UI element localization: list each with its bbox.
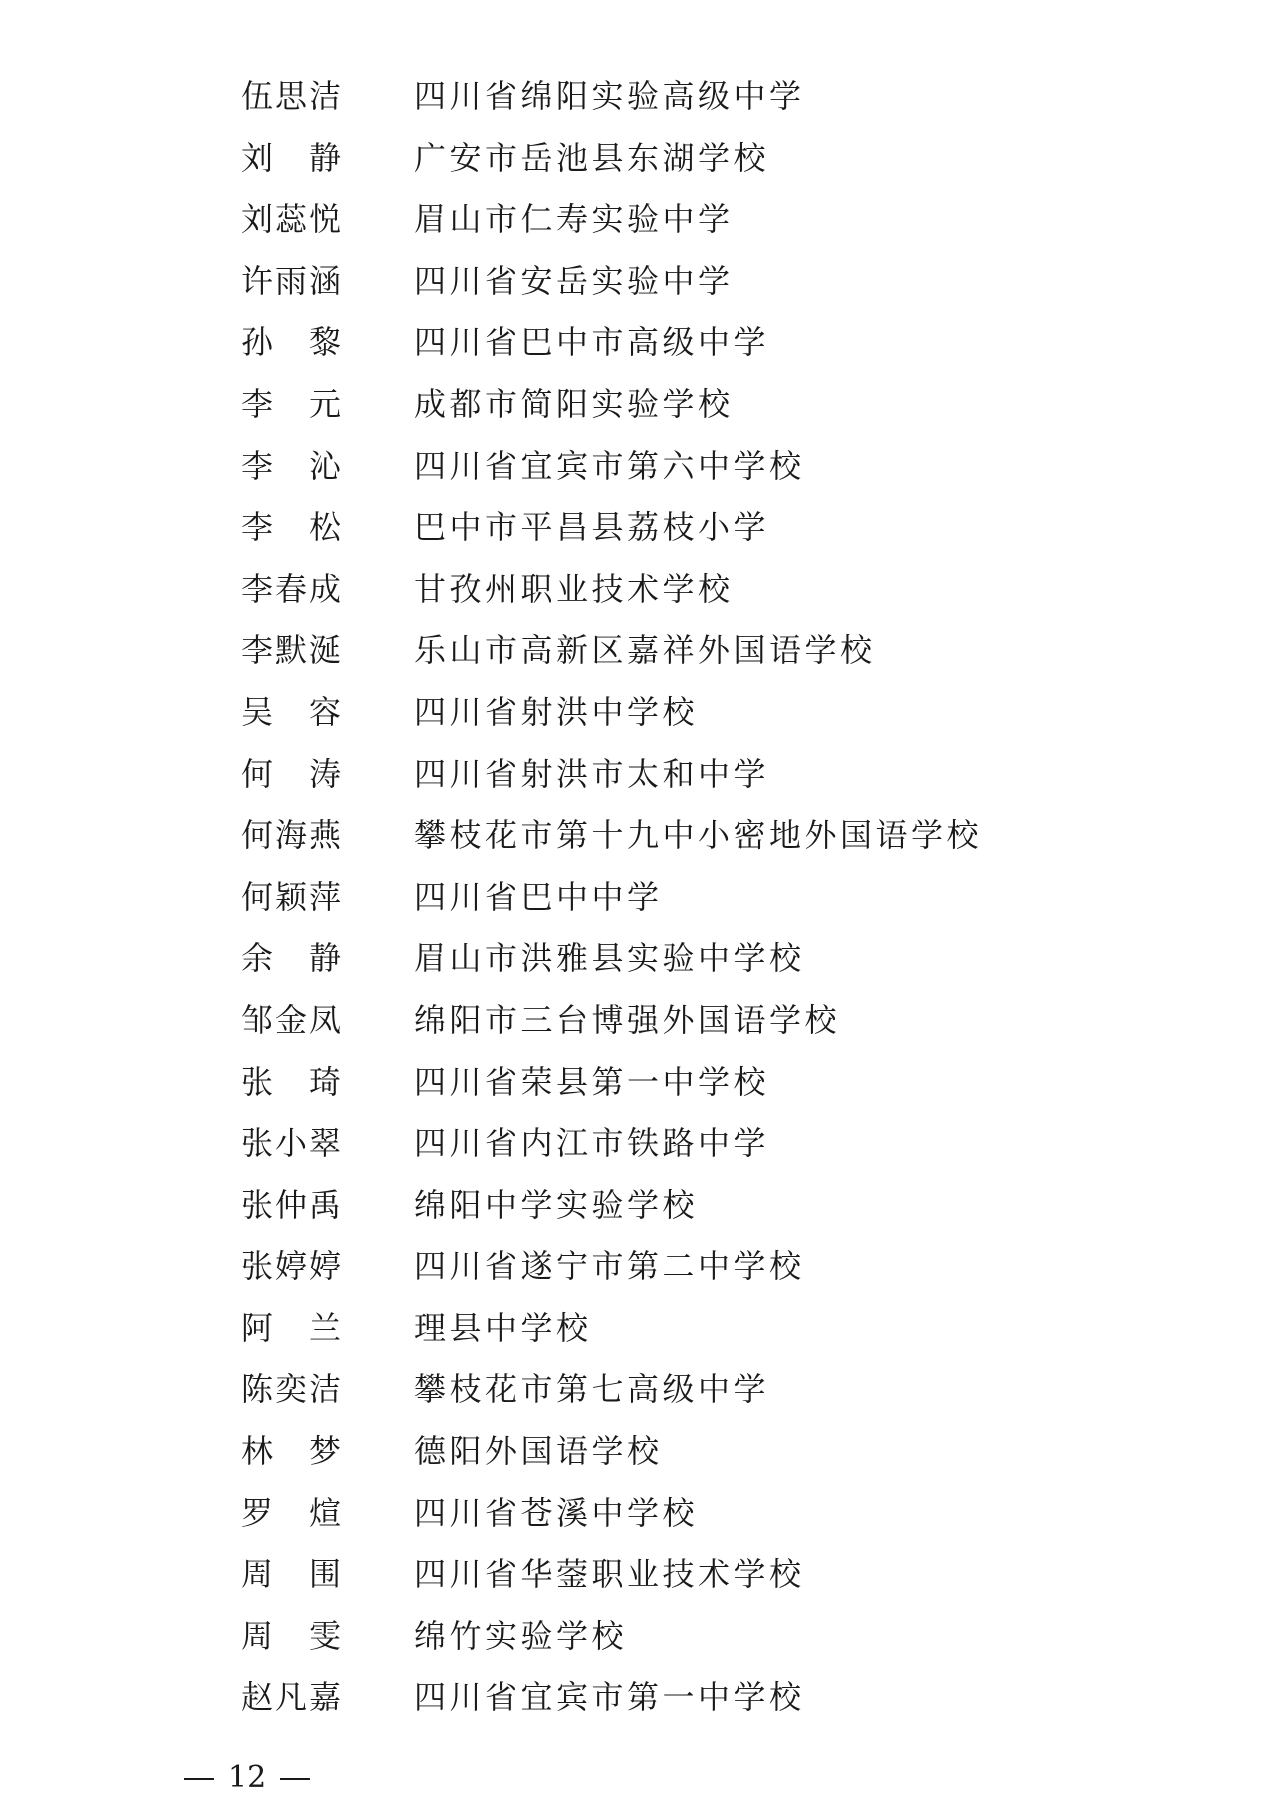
roster-row bbox=[0, 312, 1280, 374]
school-name: 德阳外国语学校 bbox=[414, 1432, 663, 1471]
roster-row bbox=[0, 744, 1280, 806]
person-name: 许 雨 涵 bbox=[240, 261, 341, 300]
school-name: 甘孜州职业技术学校 bbox=[414, 569, 734, 608]
school-name: 绵阳市三台博强外国语学校 bbox=[414, 1000, 841, 1039]
person-name: 周 围 bbox=[240, 1555, 341, 1594]
school-name: 四川省遂宁市第二中学校 bbox=[414, 1247, 805, 1286]
roster-row bbox=[0, 1113, 1280, 1175]
page-number: 12 bbox=[228, 1760, 267, 1795]
roster-row bbox=[0, 374, 1280, 436]
roster-row bbox=[0, 1052, 1280, 1114]
roster-row bbox=[0, 189, 1280, 251]
roster-row bbox=[0, 128, 1280, 190]
school-name: 四川省巴中中学 bbox=[414, 877, 663, 916]
school-name: 理县中学校 bbox=[414, 1308, 592, 1347]
person-name: 孙 黎 bbox=[240, 323, 341, 362]
school-name: 攀枝花市第七高级中学 bbox=[414, 1370, 770, 1409]
school-name: 四川省内江市铁路中学 bbox=[414, 1124, 770, 1163]
footer-dash-right bbox=[280, 1778, 310, 1780]
person-name: 李 元 bbox=[240, 384, 341, 423]
person-name: 陈 奕 洁 bbox=[240, 1370, 341, 1409]
person-name: 余 静 bbox=[240, 939, 341, 978]
school-name: 成都市简阳实验学校 bbox=[414, 384, 734, 423]
roster-row bbox=[0, 1298, 1280, 1360]
roster-row bbox=[0, 66, 1280, 128]
person-name: 刘 蕊 悦 bbox=[240, 200, 341, 239]
roster-row bbox=[0, 1606, 1280, 1668]
roster-row bbox=[0, 620, 1280, 682]
footer-dash-left bbox=[184, 1778, 214, 1780]
roster-row bbox=[0, 436, 1280, 498]
roster-row bbox=[0, 497, 1280, 559]
person-name: 李 春 成 bbox=[240, 569, 341, 608]
school-name: 四川省宜宾市第六中学校 bbox=[414, 446, 805, 485]
roster-row bbox=[0, 1667, 1280, 1729]
person-name: 吴 容 bbox=[240, 692, 341, 731]
school-name: 四川省华蓥职业技术学校 bbox=[414, 1555, 805, 1594]
roster-row bbox=[0, 251, 1280, 313]
school-name: 四川省射洪中学校 bbox=[414, 692, 699, 731]
roster-row bbox=[0, 805, 1280, 867]
roster-row bbox=[0, 928, 1280, 990]
school-name: 四川省绵阳实验高级中学 bbox=[414, 77, 805, 115]
roster-row bbox=[0, 1421, 1280, 1483]
roster-row bbox=[0, 990, 1280, 1052]
page-footer bbox=[170, 1760, 324, 1796]
person-name: 何 颖 萍 bbox=[240, 877, 341, 916]
person-name: 伍 思 洁 bbox=[240, 77, 341, 115]
school-name: 四川省巴中市高级中学 bbox=[414, 323, 770, 362]
person-name: 阿 兰 bbox=[240, 1308, 341, 1347]
school-name: 乐山市高新区嘉祥外国语学校 bbox=[414, 631, 876, 670]
roster-row bbox=[0, 1359, 1280, 1421]
school-name: 眉山市洪雅县实验中学校 bbox=[414, 939, 805, 978]
person-name: 刘 静 bbox=[240, 138, 341, 177]
person-name: 周 雯 bbox=[240, 1616, 341, 1655]
roster-row bbox=[0, 1175, 1280, 1237]
school-name: 广安市岳池县东湖学校 bbox=[414, 138, 770, 177]
person-name: 张 小 翠 bbox=[240, 1124, 341, 1163]
roster-list bbox=[0, 66, 1280, 1729]
school-name: 绵阳中学实验学校 bbox=[414, 1185, 699, 1224]
person-name: 李 松 bbox=[240, 508, 341, 547]
person-name: 林 梦 bbox=[240, 1432, 341, 1471]
roster-row bbox=[0, 1483, 1280, 1545]
person-name: 赵 凡 嘉 bbox=[240, 1678, 341, 1717]
person-name: 邹 金 凤 bbox=[240, 1000, 341, 1039]
roster-row bbox=[0, 682, 1280, 744]
person-name: 李 默 涎 bbox=[240, 631, 341, 670]
school-name: 四川省射洪市太和中学 bbox=[414, 754, 770, 793]
school-name: 攀枝花市第十九中小密地外国语学校 bbox=[414, 816, 983, 855]
school-name: 四川省荣县第一中学校 bbox=[414, 1062, 770, 1101]
school-name: 巴中市平昌县荔枝小学 bbox=[414, 508, 770, 547]
roster-row bbox=[0, 867, 1280, 929]
school-name: 绵竹实验学校 bbox=[414, 1616, 628, 1655]
school-name: 四川省苍溪中学校 bbox=[414, 1493, 699, 1532]
person-name: 李 沁 bbox=[240, 446, 341, 485]
roster-row bbox=[0, 559, 1280, 621]
school-name: 眉山市仁寿实验中学 bbox=[414, 200, 734, 239]
school-name: 四川省安岳实验中学 bbox=[414, 261, 734, 300]
person-name: 罗 煊 bbox=[240, 1493, 341, 1532]
roster-row bbox=[0, 1236, 1280, 1298]
roster-row bbox=[0, 1544, 1280, 1606]
person-name: 张 琦 bbox=[240, 1062, 341, 1101]
school-name: 四川省宜宾市第一中学校 bbox=[414, 1678, 805, 1717]
person-name: 张 婷 婷 bbox=[240, 1247, 341, 1286]
person-name: 何 涛 bbox=[240, 754, 341, 793]
person-name: 张 仲 禹 bbox=[240, 1185, 341, 1224]
person-name: 何 海 燕 bbox=[240, 816, 341, 855]
